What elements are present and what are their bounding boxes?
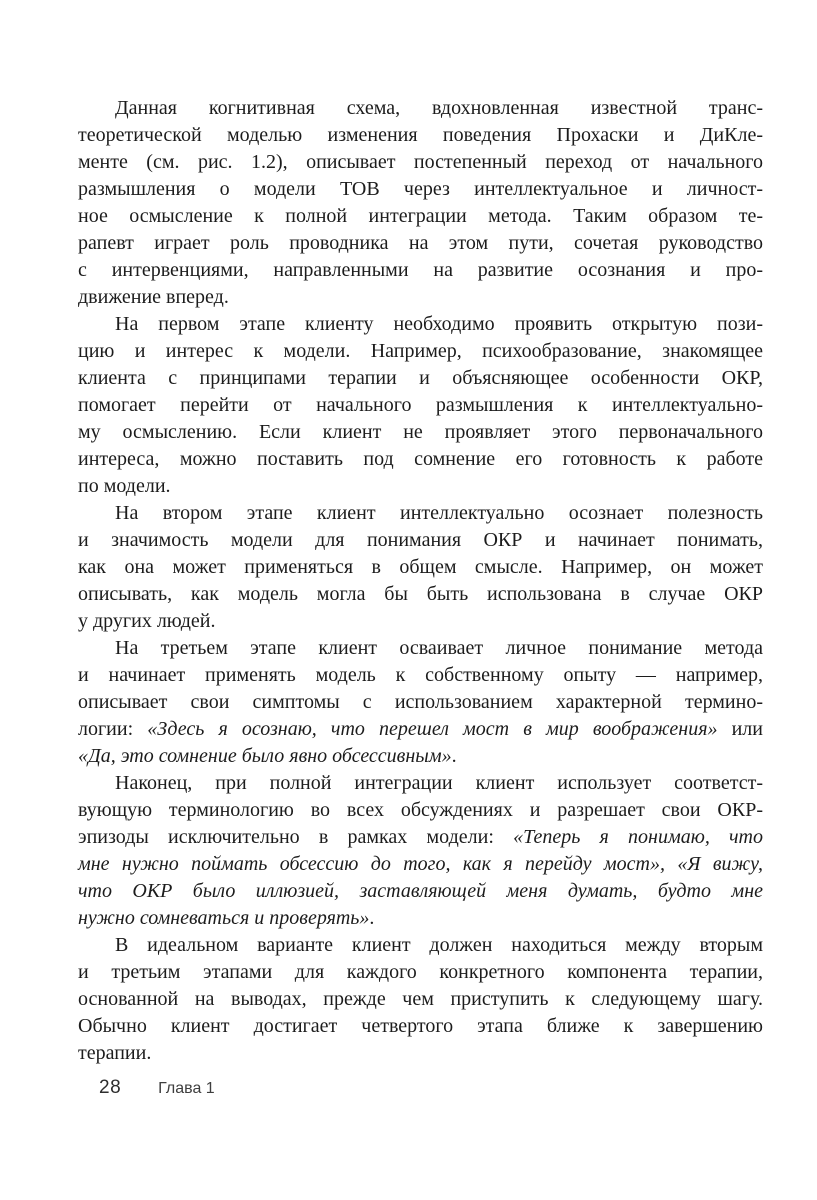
body-text: На третьем этапе клиент осваивает личное понимание метода (115, 637, 763, 659)
body-text: ное осмысление к полной интеграции метода. Таким образом те- (78, 205, 763, 227)
text-line (78, 122, 763, 149)
body-text: терапии. (78, 1042, 152, 1064)
text-line (78, 473, 763, 500)
paragraph (78, 932, 763, 1067)
text-line (78, 338, 763, 365)
body-text: движение вперед. (78, 286, 229, 308)
body-text: размышления о модели ТОВ через интеллектуальное и личност- (78, 178, 763, 200)
quote-italic-text: мне нужно поймать обсессию до того, как я перейду мост», «Я вижу, (78, 853, 763, 875)
body-text: описывать, как модель могла бы быть использована в случае ОКР (78, 583, 763, 605)
chapter-running-label: Глава 1 (158, 1080, 215, 1097)
body-text: В идеальном варианте клиент должен находиться между вторым (115, 934, 763, 956)
body-text: . (369, 907, 375, 929)
text-line (78, 608, 763, 635)
text-line (78, 716, 763, 743)
body-text: Данная когнитивная схема, вдохновленная известной транс- (115, 97, 763, 119)
text-line (78, 986, 763, 1013)
text-line (78, 419, 763, 446)
body-text: помогает перейти от начального размышления к интеллектуально- (78, 394, 763, 416)
text-line (78, 1013, 763, 1040)
paragraph (78, 500, 763, 635)
quote-italic-text: «Да, это сомнение было явно обсессивным» (78, 745, 452, 767)
text-column (78, 95, 763, 1067)
text-line (78, 554, 763, 581)
body-text: вующую терминологию во всех обсуждениях и разрешает свои ОКР- (78, 799, 763, 821)
body-text: . (451, 745, 457, 767)
text-line (78, 959, 763, 986)
text-line (78, 203, 763, 230)
paragraph (78, 311, 763, 500)
paragraph (78, 95, 763, 311)
text-line (78, 878, 763, 905)
quote-italic-text: «Теперь я понимаю, что (513, 826, 763, 848)
body-text: с интервенциями, направленными на развитие осознания и про- (78, 259, 763, 281)
body-text: рапевт играет роль проводника на этом пути, сочетая руководство (78, 232, 763, 254)
text-line (78, 527, 763, 554)
body-text: клиента с принципами терапии и объясняющее особенности ОКР, (78, 367, 763, 389)
text-line (78, 230, 763, 257)
body-text: На втором этапе клиент интеллектуально осознает полезность (115, 502, 763, 524)
body-text: по модели. (78, 475, 171, 497)
body-text: На первом этапе клиенту необходимо проявить открытую пози- (115, 313, 763, 335)
body-text: или (717, 718, 763, 740)
body-text: логии: (78, 718, 148, 740)
body-text: Наконец, при полной интеграции клиент использует соответст- (115, 772, 763, 794)
text-line (78, 905, 763, 932)
body-text: му осмыслению. Если клиент не проявляет этого первоначального (78, 421, 763, 443)
text-line (78, 95, 763, 122)
body-text: Обычно клиент достигает четвертого этапа ближе к завершению (78, 1015, 763, 1037)
text-line (78, 392, 763, 419)
body-text: и начинает применять модель к собственному опыту — например, (78, 664, 763, 686)
paragraph (78, 770, 763, 932)
text-line (78, 581, 763, 608)
body-text: интереса, можно поставить под сомнение его готовность к работе (78, 448, 763, 470)
text-line (78, 1040, 763, 1067)
body-text: и третьим этапами для каждого конкретного компонента терапии, (78, 961, 763, 983)
body-text: теоретической моделью изменения поведения Прохаски и ДиКле- (78, 124, 763, 146)
body-text: менте (см. рис. 1.2), описывает постепенный переход от начального (78, 151, 763, 173)
body-text: основанной на выводах, прежде чем приступить к следующему шагу. (78, 988, 763, 1010)
text-line (78, 176, 763, 203)
text-line (78, 284, 763, 311)
text-line (78, 500, 763, 527)
body-text: у других людей. (78, 610, 216, 632)
text-line (78, 743, 763, 770)
text-line (78, 770, 763, 797)
text-line (78, 689, 763, 716)
paragraph (78, 635, 763, 770)
quote-italic-text: нужно сомневаться и проверять» (78, 907, 370, 929)
quote-italic-text: «Здесь я осознаю, что перешел мост в мир воображения» (147, 718, 718, 740)
text-line (78, 635, 763, 662)
text-line (78, 149, 763, 176)
body-text: описывает свои симптомы с использованием характерной термино- (78, 691, 763, 713)
quote-italic-text: что ОКР было иллюзией, заставляющей меня думать, будто мне (78, 880, 763, 902)
text-line (78, 311, 763, 338)
text-line (78, 797, 763, 824)
page-number: 28 (99, 1077, 122, 1098)
body-text: как она может применяться в общем смысле. Например, он может (78, 556, 763, 578)
text-line (78, 851, 763, 878)
text-line (78, 257, 763, 284)
page-footer (99, 1077, 215, 1099)
text-line (78, 932, 763, 959)
text-line (78, 662, 763, 689)
body-text: цию и интерес к модели. Например, психообразование, знакомящее (78, 340, 763, 362)
body-text: и значимость модели для понимания ОКР и начинает понимать, (78, 529, 763, 551)
text-line (78, 824, 763, 851)
body-text: эпизоды исключительно в рамках модели: (78, 826, 514, 848)
text-line (78, 365, 763, 392)
text-line (78, 446, 763, 473)
